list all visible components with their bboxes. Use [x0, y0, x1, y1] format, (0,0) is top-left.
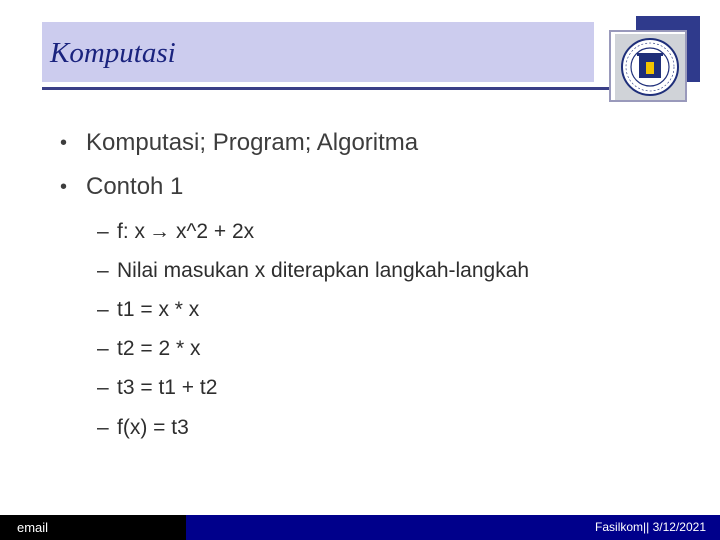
bullet-mark: • — [60, 132, 68, 154]
footer-bar — [0, 515, 720, 540]
slide-title: Komputasi — [50, 37, 176, 69]
sub-item — [97, 218, 254, 246]
bullet-mark: • — [60, 176, 68, 198]
sub-item-text-right: x^2 + 2x — [176, 220, 255, 243]
bullet-item — [60, 172, 183, 202]
bullet-text: Komputasi; Program; Algoritma — [86, 129, 419, 156]
bullet-text: Contoh 1 — [86, 173, 184, 200]
footer-email: email — [0, 515, 186, 540]
dash-mark: – — [97, 376, 109, 399]
dash-mark: – — [97, 337, 109, 360]
dash-mark: – — [97, 298, 109, 321]
arrow-right-icon: → — [149, 220, 171, 243]
sub-item-text-left: f: x — [117, 220, 146, 243]
bullet-item — [60, 128, 418, 158]
sub-item — [97, 257, 529, 285]
sub-item — [97, 414, 189, 442]
sub-item-text: t3 = t1 + t2 — [117, 376, 218, 399]
dash-mark: – — [97, 220, 109, 243]
dash-mark: – — [97, 416, 109, 439]
sub-item-text: Nilai masukan x diterapkan langkah-langkah — [117, 259, 530, 282]
sub-item — [97, 296, 199, 324]
sub-item — [97, 374, 217, 402]
sub-item-text: t1 = x * x — [117, 298, 200, 321]
sub-item-text: t2 = 2 * x — [117, 337, 201, 360]
sub-item — [97, 335, 200, 363]
footer-info: Fasilkom|| 3/12/2021 — [595, 520, 706, 534]
dash-mark: – — [97, 259, 109, 282]
sub-item-text: f(x) = t3 — [117, 416, 189, 439]
